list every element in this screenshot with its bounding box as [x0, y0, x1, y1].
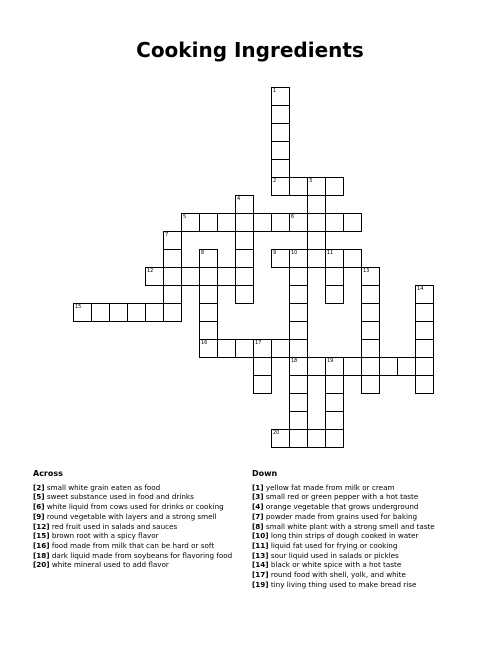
grid-cell[interactable]	[235, 231, 254, 250]
grid-cell[interactable]	[397, 357, 416, 376]
grid-cell[interactable]	[361, 303, 380, 322]
down-clue	[252, 483, 482, 493]
grid-cell[interactable]	[271, 141, 290, 160]
grid-cell[interactable]	[145, 267, 164, 286]
grid-cell[interactable]	[289, 339, 308, 358]
grid-cell[interactable]	[307, 357, 326, 376]
cell-number: 11	[327, 250, 334, 256]
cell-number: 20	[273, 430, 280, 436]
cell-number: 15	[75, 304, 82, 310]
grid-cell[interactable]	[289, 411, 308, 430]
grid-cell[interactable]	[307, 195, 326, 214]
grid-cell[interactable]	[73, 303, 92, 322]
cell-number: 6	[291, 214, 295, 220]
cell-number: 8	[201, 250, 205, 256]
grid-cell[interactable]	[163, 285, 182, 304]
across-clue	[33, 551, 245, 561]
grid-cell[interactable]	[325, 267, 344, 286]
clue-number: [9]	[33, 511, 45, 521]
cell-number: 4	[237, 196, 241, 202]
grid-cell[interactable]	[289, 267, 308, 286]
down-clue	[252, 541, 482, 551]
grid-cell[interactable]	[325, 177, 344, 196]
grid-cell[interactable]	[235, 249, 254, 268]
grid-cell[interactable]	[325, 357, 344, 376]
across-clue	[33, 522, 245, 532]
grid-cell[interactable]	[91, 303, 110, 322]
cell-number: 5	[183, 214, 187, 220]
down-clues	[252, 469, 482, 589]
grid-cell[interactable]	[199, 321, 218, 340]
clue-number: [7]	[252, 511, 264, 521]
grid-cell[interactable]	[253, 339, 272, 358]
cell-number: 10	[291, 250, 298, 256]
down-clue	[252, 492, 482, 502]
grid-cell[interactable]	[163, 249, 182, 268]
down-clue	[252, 512, 482, 522]
grid-cell[interactable]	[325, 285, 344, 304]
grid-cell[interactable]	[217, 267, 236, 286]
grid-cell[interactable]	[253, 357, 272, 376]
clue-number: [5]	[33, 492, 45, 502]
grid-cell[interactable]	[235, 195, 254, 214]
grid-cell[interactable]	[289, 429, 308, 448]
grid-cell[interactable]	[199, 267, 218, 286]
grid-cell[interactable]	[307, 231, 326, 250]
grid-cell[interactable]	[289, 177, 308, 196]
grid-cell[interactable]	[271, 159, 290, 178]
grid-cell[interactable]	[235, 267, 254, 286]
grid-cell[interactable]	[289, 213, 308, 232]
clue-number: [4]	[252, 502, 264, 512]
grid-cell[interactable]	[181, 213, 200, 232]
grid-cell[interactable]	[271, 123, 290, 142]
grid-cell[interactable]	[289, 285, 308, 304]
cell-number: 9	[273, 250, 277, 256]
grid-cell[interactable]	[163, 267, 182, 286]
grid-cell[interactable]	[109, 303, 128, 322]
grid-cell[interactable]	[361, 321, 380, 340]
clue-number: [20]	[33, 560, 50, 570]
down-clue	[252, 551, 482, 561]
grid-cell[interactable]	[199, 285, 218, 304]
grid-cell[interactable]	[343, 213, 362, 232]
grid-cell[interactable]	[289, 393, 308, 412]
across-clue	[33, 531, 245, 541]
grid-cell[interactable]	[289, 357, 308, 376]
grid-cell[interactable]	[325, 429, 344, 448]
grid-cell[interactable]	[235, 339, 254, 358]
clue-text: orange vegetable that grows underground	[263, 502, 419, 512]
grid-cell[interactable]	[271, 249, 290, 268]
grid-cell[interactable]	[253, 213, 272, 232]
clue-number: [15]	[33, 531, 50, 541]
grid-cell[interactable]	[307, 429, 326, 448]
across-heading: Across	[33, 469, 63, 478]
clue-number: [13]	[252, 550, 269, 560]
down-clue	[252, 570, 482, 580]
clue-text: white liquid from cows used for drinks or cooking	[44, 502, 224, 512]
cell-number: 14	[417, 286, 424, 292]
cell-number: 19	[327, 358, 334, 364]
clue-text: food made from milk that can be hard or soft	[49, 540, 215, 550]
cell-number: 18	[291, 358, 298, 364]
grid-cell[interactable]	[289, 303, 308, 322]
grid-cell[interactable]	[343, 357, 362, 376]
grid-cell[interactable]	[253, 375, 272, 394]
grid-cell[interactable]	[181, 267, 200, 286]
clue-number: [14]	[252, 560, 269, 570]
clue-number: [11]	[252, 540, 269, 550]
across-list	[33, 483, 245, 570]
grid-cell[interactable]	[361, 339, 380, 358]
grid-cell[interactable]	[235, 213, 254, 232]
grid-cell[interactable]	[271, 339, 290, 358]
clue-number: [6]	[33, 502, 45, 512]
grid-cell[interactable]	[271, 87, 290, 106]
grid-cell[interactable]	[217, 213, 236, 232]
grid-cell[interactable]	[415, 357, 434, 376]
grid-cell[interactable]	[199, 339, 218, 358]
clue-number: [2]	[33, 482, 45, 492]
clue-number: [18]	[33, 550, 50, 560]
grid-cell[interactable]	[361, 267, 380, 286]
grid-cell[interactable]	[163, 303, 182, 322]
clue-number: [1]	[252, 482, 264, 492]
grid-cell[interactable]	[415, 375, 434, 394]
grid-cell[interactable]	[415, 285, 434, 304]
clue-number: [12]	[33, 521, 50, 531]
cell-number: 7	[165, 232, 169, 238]
cell-number: 16	[201, 340, 208, 346]
grid-cell[interactable]	[325, 411, 344, 430]
grid-cell[interactable]	[325, 213, 344, 232]
down-clue	[252, 531, 482, 541]
grid-cell[interactable]	[325, 393, 344, 412]
across-clue	[33, 560, 245, 570]
grid-cell[interactable]	[415, 321, 434, 340]
grid-cell[interactable]	[361, 375, 380, 394]
grid-cell[interactable]	[325, 375, 344, 394]
across-clues	[33, 469, 245, 570]
clue-number: [10]	[252, 531, 269, 541]
grid-cell[interactable]	[271, 213, 290, 232]
grid-cell[interactable]	[307, 177, 326, 196]
clue-text: brown root with a spicy flavor	[49, 531, 159, 541]
clue-text: small white grain eaten as food	[44, 482, 161, 492]
grid-cell[interactable]	[199, 249, 218, 268]
clue-text: dark liquid made from soybeans for flavoring food	[49, 550, 233, 560]
clue-text: round vegetable with layers and a strong smell	[44, 511, 217, 521]
clue-text: round food with shell, yolk, and white	[268, 570, 406, 580]
cell-number: 13	[363, 268, 370, 274]
across-clue	[33, 492, 245, 502]
down-heading: Down	[252, 469, 278, 478]
clue-number: [3]	[252, 492, 264, 502]
page-title: Cooking Ingredients	[136, 38, 364, 62]
grid-cell[interactable]	[199, 213, 218, 232]
cell-number: 2	[273, 178, 277, 184]
down-clue	[252, 522, 482, 532]
clue-text: liquid fat used for frying or cooking	[268, 540, 398, 550]
grid-cell[interactable]	[325, 249, 344, 268]
clue-text: sour liquid used in salads or pickles	[268, 550, 399, 560]
clue-number: [16]	[33, 540, 50, 550]
clue-text: yellow fat made from milk or cream	[263, 482, 395, 492]
grid-cell[interactable]	[145, 303, 164, 322]
down-clue	[252, 560, 482, 570]
cell-number: 17	[255, 340, 262, 346]
across-clue	[33, 512, 245, 522]
cell-number: 1	[273, 88, 277, 94]
clue-text: tiny living thing used to make bread rise	[268, 579, 417, 589]
across-clue	[33, 502, 245, 512]
grid-cell[interactable]	[217, 339, 236, 358]
grid-cell[interactable]	[199, 303, 218, 322]
grid-cell[interactable]	[235, 285, 254, 304]
clue-text: black or white spice with a hot taste	[268, 560, 402, 570]
clue-text: powder made from grains used for baking	[263, 511, 418, 521]
down-clue	[252, 502, 482, 512]
clue-text: long thin strips of dough cooked in water	[268, 531, 419, 541]
grid-cell[interactable]	[289, 375, 308, 394]
clue-number: [19]	[252, 579, 269, 589]
clue-text: sweet substance used in food and drinks	[44, 492, 194, 502]
grid-cell[interactable]	[271, 429, 290, 448]
across-clue	[33, 541, 245, 551]
grid-cell[interactable]	[289, 249, 308, 268]
clue-text: red fruit used in salads and sauces	[49, 521, 178, 531]
clue-text: small white plant with a strong smell and taste	[263, 521, 435, 531]
down-clue	[252, 580, 482, 590]
across-clue	[33, 483, 245, 493]
grid-cell[interactable]	[127, 303, 146, 322]
grid-cell[interactable]	[361, 285, 380, 304]
clue-number: [17]	[252, 570, 269, 580]
down-list	[252, 483, 482, 590]
clue-text: white mineral used to add flavor	[49, 560, 169, 570]
grid-cell[interactable]	[361, 357, 380, 376]
cell-number: 3	[309, 178, 313, 184]
grid-cell[interactable]	[415, 303, 434, 322]
clue-text: small red or green pepper with a hot taste	[263, 492, 419, 502]
grid-cell[interactable]	[307, 249, 326, 268]
cell-number: 12	[147, 268, 154, 274]
grid-cell[interactable]	[163, 231, 182, 250]
grid-cell[interactable]	[343, 249, 362, 268]
grid-cell[interactable]	[415, 339, 434, 358]
clue-number: [8]	[252, 521, 264, 531]
grid-cell[interactable]	[307, 213, 326, 232]
grid-cell[interactable]	[271, 177, 290, 196]
grid-cell[interactable]	[271, 105, 290, 124]
grid-cell[interactable]	[379, 357, 398, 376]
grid-cell[interactable]	[289, 321, 308, 340]
